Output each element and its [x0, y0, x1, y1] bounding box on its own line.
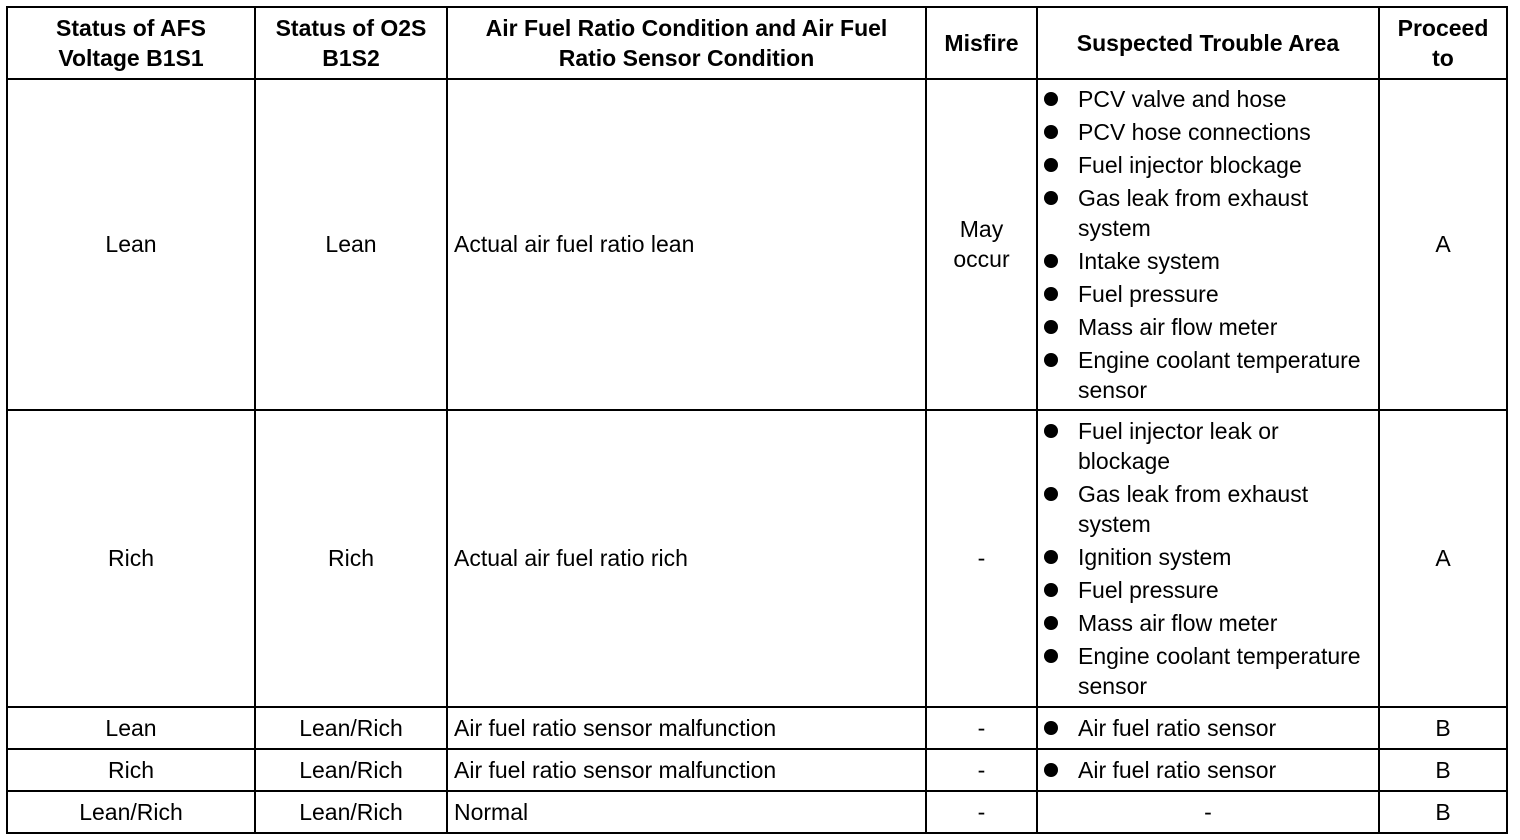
trouble-area-item: PCV hose connections: [1078, 118, 1311, 145]
trouble-area-cell: -: [1037, 791, 1379, 833]
trouble-area-list: [1044, 84, 1372, 405]
list-item: [1044, 542, 1372, 572]
trouble-area-item: PCV valve and hose: [1078, 85, 1287, 112]
o2s-status-cell: Lean/Rich: [255, 791, 447, 833]
afs-status-cell: Lean: [7, 707, 255, 749]
trouble-area-cell: [1037, 410, 1379, 707]
trouble-area-item: Ignition system: [1078, 543, 1232, 570]
trouble-area-list: [1044, 755, 1372, 785]
bullet-icon: [1044, 353, 1058, 367]
proceed-to-cell: B: [1379, 749, 1507, 791]
trouble-area-list: [1044, 713, 1372, 743]
bullet-icon: [1044, 125, 1058, 139]
bullet-icon: [1044, 763, 1058, 777]
bullet-icon: [1044, 550, 1058, 564]
misfire-cell: -: [926, 707, 1037, 749]
bullet-icon: [1044, 287, 1058, 301]
bullet-icon: [1044, 487, 1058, 501]
trouble-area-item: Gas leak from exhaust system: [1078, 184, 1309, 241]
bullet-icon: [1044, 721, 1058, 735]
header-misfire: Misfire: [926, 7, 1037, 79]
table-row: [7, 707, 1507, 749]
afs-status-cell: Rich: [7, 410, 255, 707]
afs-status-cell: Rich: [7, 749, 255, 791]
list-item: [1044, 246, 1372, 276]
bullet-icon: [1044, 191, 1058, 205]
misfire-cell: -: [926, 749, 1037, 791]
o2s-status-cell: Rich: [255, 410, 447, 707]
header-condition: Air Fuel Ratio Condition and Air Fuel Ratio Sensor Condition: [447, 7, 926, 79]
list-item: [1044, 608, 1372, 638]
table-row: [7, 749, 1507, 791]
list-item: [1044, 575, 1372, 605]
proceed-to-cell: A: [1379, 410, 1507, 707]
table-row: [7, 791, 1507, 833]
condition-cell: Air fuel ratio sensor malfunction: [447, 707, 926, 749]
trouble-area-item: Mass air flow meter: [1078, 313, 1278, 340]
trouble-area-item: Fuel pressure: [1078, 576, 1219, 603]
list-item: [1044, 641, 1372, 701]
condition-cell: Air fuel ratio sensor malfunction: [447, 749, 926, 791]
misfire-cell: [926, 79, 1037, 410]
o2s-status-cell: Lean/Rich: [255, 707, 447, 749]
list-item: [1044, 279, 1372, 309]
list-item: [1044, 345, 1372, 405]
header-trouble-area: Suspected Trouble Area: [1037, 7, 1379, 79]
proceed-to-cell: A: [1379, 79, 1507, 410]
trouble-area-item: Air fuel ratio sensor: [1078, 756, 1277, 783]
condition-cell: Actual air fuel ratio lean: [447, 79, 926, 410]
bullet-icon: [1044, 616, 1058, 630]
trouble-area-item: Mass air flow meter: [1078, 609, 1278, 636]
trouble-area-list: [1044, 416, 1372, 701]
misfire-value: May occur: [953, 216, 1010, 273]
bullet-icon: [1044, 583, 1058, 597]
trouble-table: [6, 6, 1508, 834]
misfire-cell: -: [926, 791, 1037, 833]
condition-cell: Actual air fuel ratio rich: [447, 410, 926, 707]
header-proceed-to: Proceed to: [1379, 7, 1507, 79]
trouble-area-item: Gas leak from exhaust system: [1078, 480, 1309, 537]
bullet-icon: [1044, 92, 1058, 106]
bullet-icon: [1044, 424, 1058, 438]
trouble-area-cell: [1037, 749, 1379, 791]
list-item: [1044, 312, 1372, 342]
trouble-area-item: Fuel injector blockage: [1078, 151, 1302, 178]
bullet-icon: [1044, 320, 1058, 334]
list-item: [1044, 117, 1372, 147]
header-row: [7, 7, 1507, 79]
list-item: [1044, 84, 1372, 114]
header-o2s-status: Status of O2S B1S2: [255, 7, 447, 79]
o2s-status-cell: Lean/Rich: [255, 749, 447, 791]
afs-status-cell: Lean/Rich: [7, 791, 255, 833]
trouble-area-item: Fuel injector leak or blockage: [1078, 417, 1279, 474]
proceed-to-cell: B: [1379, 791, 1507, 833]
table-row: [7, 410, 1507, 707]
bullet-icon: [1044, 158, 1058, 172]
trouble-area-cell: [1037, 79, 1379, 410]
list-item: [1044, 150, 1372, 180]
o2s-status-cell: Lean: [255, 79, 447, 410]
list-item: [1044, 713, 1372, 743]
trouble-area-item: Engine coolant temperature sensor: [1078, 346, 1361, 403]
list-item: [1044, 416, 1372, 476]
bullet-icon: [1044, 254, 1058, 268]
misfire-cell: -: [926, 410, 1037, 707]
trouble-area-item: Intake system: [1078, 247, 1220, 274]
afs-status-cell: Lean: [7, 79, 255, 410]
trouble-area-cell: [1037, 707, 1379, 749]
table-row: [7, 79, 1507, 410]
trouble-area-item: Air fuel ratio sensor: [1078, 714, 1277, 741]
list-item: [1044, 755, 1372, 785]
list-item: [1044, 479, 1372, 539]
bullet-icon: [1044, 649, 1058, 663]
header-afs-status: Status of AFS Voltage B1S1: [7, 7, 255, 79]
proceed-to-cell: B: [1379, 707, 1507, 749]
trouble-area-item: Engine coolant temperature sensor: [1078, 642, 1361, 699]
trouble-area-item: Fuel pressure: [1078, 280, 1219, 307]
list-item: [1044, 183, 1372, 243]
condition-cell: Normal: [447, 791, 926, 833]
